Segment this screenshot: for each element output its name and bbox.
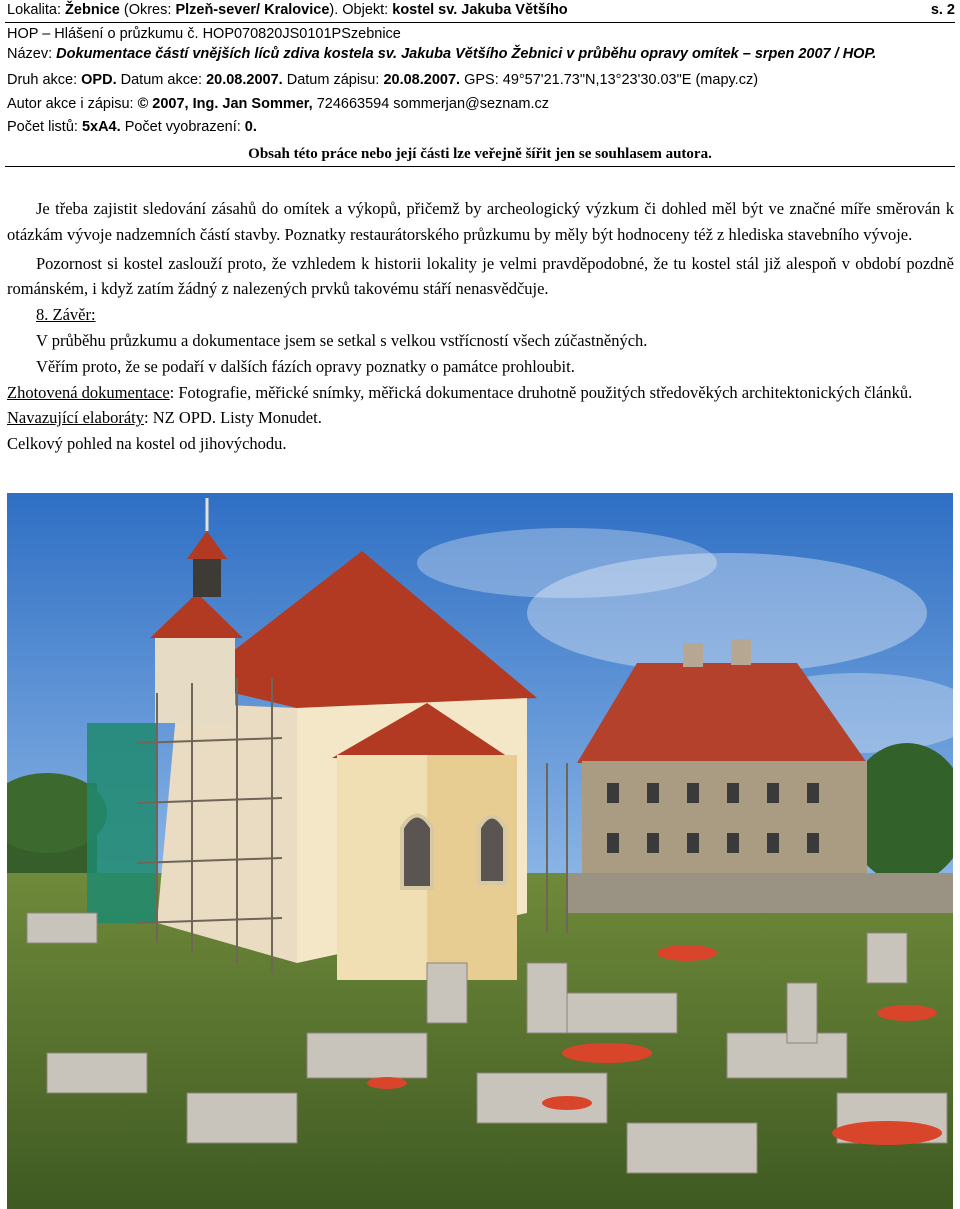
follow-up-line <box>7 405 954 431</box>
datum-zapisu-value: 20.08.2007. <box>383 72 461 88</box>
report-body <box>7 196 954 457</box>
pocet-listu-label: Počet listů: <box>7 119 78 135</box>
paragraph-cooperation: V průběhu průzkumu a dokumentace jsem se setkal s velkou vstřícností všech zúčastněných. <box>36 330 648 350</box>
section-heading-conclusion: 8. Závěr: <box>36 305 96 325</box>
header-line-2 <box>7 26 955 43</box>
paragraph-romanesque: Pozornost si kostel zaslouží proto, že vzhledem k historii lokality je velmi pravděpodobné, že tu kostel stál již alespoň v období pozdně románském, i když zatím žádný z nalezených prvků takovému stáří nenasvědčuje. <box>7 253 954 299</box>
lokalita-value: Žebnice <box>65 2 120 18</box>
autor-contact: 724663594 sommerjan@seznam.cz <box>316 96 550 112</box>
nazev-label: Název: <box>7 46 53 62</box>
autor-value: © 2007, Ing. Jan Sommer, <box>137 96 313 112</box>
nazev-value: Dokumentace částí vnějších líců zdiva kostela sv. Jakuba Většího Žebnici v průběhu opravy omítek – srpen 2007 / HOP. <box>56 46 877 62</box>
documentation-line <box>7 380 954 406</box>
documentation-label: Zhotovená dokumentace <box>7 382 170 402</box>
header-line-1 <box>7 2 955 19</box>
druh-akce-value: OPD. <box>81 72 117 88</box>
photo-caption: Celkový pohled na kostel od jihovýchodu. <box>7 434 287 454</box>
header-rule-top <box>5 22 955 23</box>
copyright-notice: Obsah této práce nebo její části lze veřejně šířit jen se souhlasem autora. <box>248 146 712 162</box>
lokalita-label: Lokalita: <box>7 2 62 18</box>
autor-label: Autor akce i zápisu: <box>7 96 134 112</box>
documentation-value: : Fotografie, měřické snímky, měřická dokumentace druhotně použitých středověkých architektonických článků. <box>169 382 913 402</box>
gps-coordinates: GPS: 49°57'21.73"N,13°23'30.03"E (mapy.cz) <box>464 72 759 88</box>
header-rule-bottom <box>5 166 955 167</box>
okres-value: Plzeň-sever/ Kralovice <box>175 2 330 18</box>
pocet-listu-value: 5xA4. <box>81 119 121 135</box>
paragraph-monitoring: Je třeba zajistit sledování zásahů do omítek a výkopů, přičemž by archeologický výzkum či dohled měl být ve značné míře směrován k otázkám vývoje nadzemních částí stavby. Poznatky restaurátorského průzkumu by měly být hodnoceny též z hlediska stavebního vývoje. <box>7 199 954 244</box>
druh-akce-label: Druh akce: <box>7 72 78 88</box>
header-line-4 <box>7 72 955 89</box>
header-line-5 <box>7 96 955 113</box>
header-line-6 <box>7 119 955 136</box>
church-photo <box>7 493 953 1209</box>
paragraph-future: Věřím proto, že se podaří v dalších fázích opravy poznatky o památce prohloubit. <box>36 356 575 376</box>
objekt-label: ). Objekt: <box>329 2 389 18</box>
header-line-3 <box>7 46 955 63</box>
datum-akce-label: Datum akce: <box>120 72 203 88</box>
datum-akce-value: 20.08.2007. <box>206 72 283 88</box>
okres-label: (Okres: <box>123 2 172 18</box>
datum-zapisu-label: Datum zápisu: <box>286 72 380 88</box>
pocet-vyobrazeni-value: 0. <box>244 119 257 135</box>
objekt-value: kostel sv. Jakuba Většího <box>392 2 568 18</box>
hop-id: HOP – Hlášení o průzkumu č. HOP070820JS0101PSzebnice <box>7 26 401 42</box>
follow-up-label: Navazující elaboráty <box>7 408 144 428</box>
pocet-vyobrazeni-label: Počet vyobrazení: <box>124 119 241 135</box>
page-number: s. 2 <box>930 2 955 18</box>
follow-up-value: : NZ OPD. Listy Monudet. <box>143 408 322 428</box>
